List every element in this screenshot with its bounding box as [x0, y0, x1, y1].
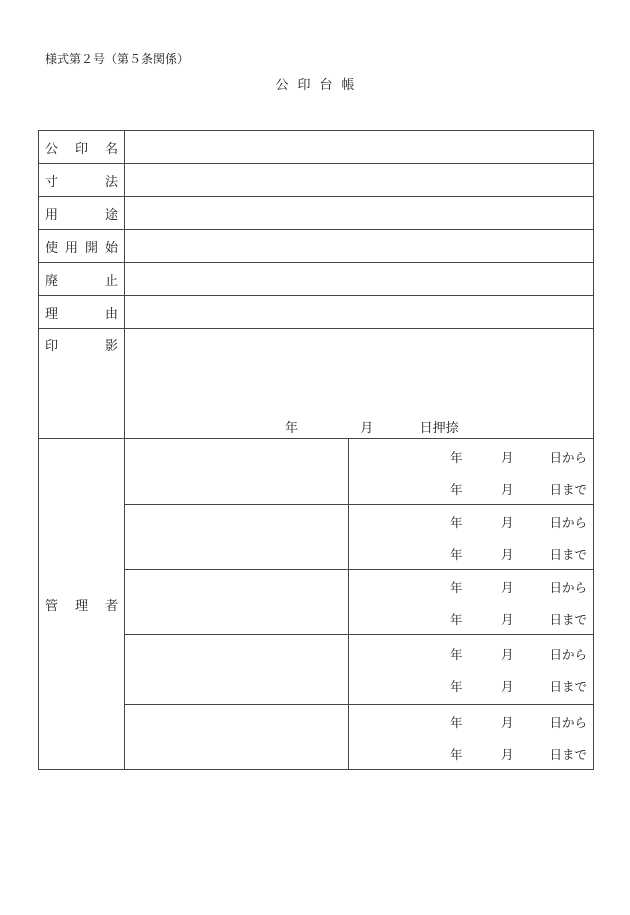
- label-imprint: 印 影: [39, 329, 125, 439]
- field-abolition[interactable]: [125, 263, 594, 296]
- imprint-day-label: 日押捺: [419, 421, 459, 437]
- period-from: 年 月 日から: [450, 579, 587, 595]
- manager-name-field[interactable]: [125, 704, 349, 769]
- field-reason[interactable]: [125, 296, 594, 329]
- field-start-use[interactable]: [125, 230, 594, 263]
- period-until: 年 月 日まで: [450, 481, 587, 497]
- period-until: 年 月 日まで: [450, 746, 587, 762]
- field-imprint[interactable]: [125, 329, 594, 439]
- seal-ledger-table: [38, 130, 594, 770]
- period-from: 年 月 日から: [450, 514, 587, 530]
- manager-period[interactable]: [349, 439, 594, 504]
- manager-name-field[interactable]: [125, 569, 349, 634]
- imprint-month-label: 月: [360, 421, 374, 437]
- table-row-reason: [39, 296, 594, 329]
- label-reason: 理 由: [39, 296, 125, 329]
- label-dimensions: 寸 法: [39, 164, 125, 197]
- field-purpose[interactable]: [125, 197, 594, 230]
- table-row-imprint: [39, 329, 594, 439]
- table-row-abolition: [39, 263, 594, 296]
- manager-name-field[interactable]: [125, 504, 349, 569]
- table-row-start-use: [39, 230, 594, 263]
- label-seal-name: 公 印 名: [39, 131, 125, 164]
- table-row-purpose: [39, 197, 594, 230]
- manager-period[interactable]: [349, 504, 594, 569]
- imprint-date: [285, 417, 459, 436]
- period-until: 年 月 日まで: [450, 546, 587, 562]
- manager-period[interactable]: [349, 634, 594, 704]
- label-manager: 管 理 者: [39, 439, 125, 770]
- manager-name-field[interactable]: [125, 634, 349, 704]
- manager-period[interactable]: [349, 569, 594, 634]
- page-title: 公印台帳: [275, 78, 364, 93]
- imprint-year-label: 年: [285, 421, 299, 437]
- form-number: 様式第２号（第５条関係）: [45, 52, 190, 66]
- manager-name-field[interactable]: [125, 439, 349, 504]
- field-seal-name[interactable]: [125, 131, 594, 164]
- period-from: 年 月 日から: [450, 449, 587, 465]
- period-from: 年 月 日から: [450, 714, 587, 730]
- manager-period[interactable]: [349, 704, 594, 769]
- field-dimensions[interactable]: [125, 164, 594, 197]
- period-until: 年 月 日まで: [450, 611, 587, 627]
- table-row-dimensions: [39, 164, 594, 197]
- table-row-seal-name: [39, 131, 594, 164]
- table-row-manager: [39, 439, 594, 504]
- period-until: 年 月 日まで: [450, 679, 587, 695]
- label-start-use: 使 用 開 始: [39, 230, 125, 263]
- period-from: 年 月 日から: [450, 647, 587, 663]
- label-abolition: 廃 止: [39, 263, 125, 296]
- label-purpose: 用 途: [39, 197, 125, 230]
